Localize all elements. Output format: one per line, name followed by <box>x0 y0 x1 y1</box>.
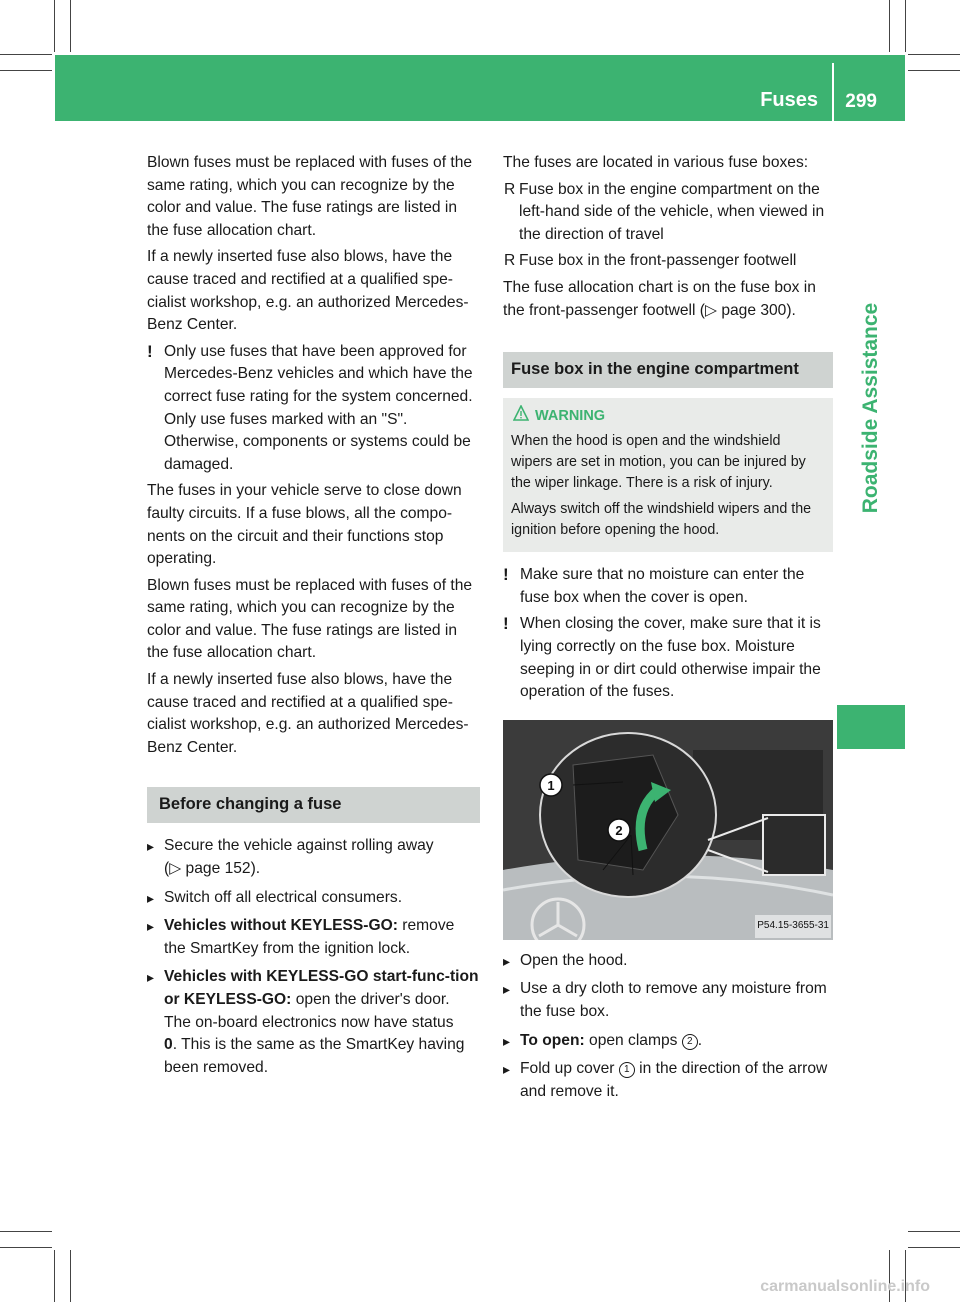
list-item <box>503 250 833 273</box>
instruction-step <box>147 966 480 1079</box>
step-text: Fold up cover <box>520 1060 615 1078</box>
crop-mark <box>54 0 55 52</box>
crop-mark <box>70 0 71 52</box>
step-text: Switch off all electrical consumers. <box>164 888 403 906</box>
instruction-step <box>503 950 833 973</box>
status-value: 0 <box>164 1036 173 1054</box>
step-text: remove the SmartKey from the ignition lock. <box>164 917 455 957</box>
paragraph: The fuses are located in various fuse boxes: <box>503 154 809 171</box>
arrow-bullet-icon: ▸ <box>147 918 155 935</box>
crop-mark <box>0 1247 52 1248</box>
paragraph: Blown fuses must be replaced with fuses of the same rating, which you can recognize by the color and value. The fuse ratings are listed in the fuse allocation chart. <box>147 154 473 239</box>
page-ref-icon: ▷ <box>169 860 182 878</box>
page-reference-link[interactable]: page 152 <box>185 860 251 878</box>
page-number: 299 <box>845 91 877 112</box>
step-condition: To open: <box>520 1031 585 1049</box>
crop-mark <box>889 0 890 52</box>
crop-mark <box>905 0 906 52</box>
callout-ref: 1 <box>619 1062 635 1078</box>
crop-mark <box>54 1250 55 1302</box>
bullet-icon: R <box>504 252 516 270</box>
step-text: Use a dry cloth to remove any moisture from the fuse box. <box>520 980 827 1020</box>
step-text: open the driver's door. <box>295 991 450 1008</box>
warning-text: When the hood is open and the windshield wipers are set in motion, you can be injured by the wiper linkage. There is a risk of injury. <box>511 433 806 492</box>
arrow-bullet-icon: ▸ <box>147 969 155 986</box>
instruction-step <box>503 978 833 1023</box>
step-condition: Vehicles with KEYLESS-GO start-func-tion or KEYLESS-GO: <box>164 968 479 1008</box>
warning-title <box>511 406 825 427</box>
list-item <box>503 179 833 247</box>
exclamation-icon: ! <box>147 341 153 361</box>
crop-mark <box>0 70 52 71</box>
bullet-icon: R <box>504 180 516 198</box>
arrow-bullet-icon: ▸ <box>147 838 155 855</box>
header-divider <box>832 63 834 121</box>
arrow-bullet-icon: ▸ <box>503 952 511 969</box>
instruction-step <box>147 887 480 910</box>
crop-mark <box>70 1250 71 1302</box>
callout-1-label: 1 <box>547 777 555 793</box>
arrow-bullet-icon: ▸ <box>503 1032 511 1049</box>
chapter-title: Fuses <box>760 89 818 111</box>
paragraph: The fuses in your vehicle serve to close down faulty circuits. If a fuse blows, all the compo-nents on the circuit and their functions stop operating. <box>147 482 462 568</box>
exclamation-icon: ! <box>503 614 509 634</box>
page-ref-icon: ▷ <box>704 301 717 319</box>
step-result: . This is the same as the SmartKey having been removed. <box>164 1036 465 1076</box>
crop-mark <box>908 70 960 71</box>
left-column <box>147 152 480 1085</box>
caution-note <box>503 564 833 609</box>
side-tab <box>837 138 905 678</box>
paragraph-text: The fuse allocation chart is on the fuse box in the front-passenger footwell ( <box>503 278 816 319</box>
right-column <box>503 152 833 1109</box>
caution-text: Only use fuses that have been approved for Mercedes-Benz vehicles and which have the correct fuse rating for the system concerned. Only use fuses marked with an "S". Otherwise, components or systems could be damaged. <box>164 342 473 473</box>
page-header <box>55 55 905 121</box>
crop-mark <box>908 54 960 55</box>
paragraph: If a newly inserted fuse also blows, have the cause traced and rectified at a qualified spe-cialist workshop, e.g. an authorized Mercedes-Benz Center. <box>147 671 469 756</box>
section-heading: Before changing a fuse <box>147 787 480 823</box>
instruction-step <box>503 1058 833 1103</box>
step-condition: Vehicles without KEYLESS-GO: <box>164 917 398 935</box>
engine-bay-illustration <box>503 720 833 940</box>
arrow-bullet-icon: ▸ <box>147 889 155 906</box>
image-reference: P54.15-3655-31 <box>755 915 831 938</box>
step-text: Open the hood. <box>520 951 628 969</box>
callout-ref: 2 <box>682 1034 698 1050</box>
exclamation-icon: ! <box>503 565 509 585</box>
caution-note <box>147 341 480 477</box>
instruction-step <box>147 915 480 960</box>
page-reference-link[interactable]: page 300 <box>721 301 787 319</box>
side-tab-marker <box>837 705 905 749</box>
step-result: The on-board electronics now have status <box>164 1013 454 1031</box>
caution-text: When closing the cover, make sure that it is lying correctly on the fuse box. Moisture seeping in or dirt could otherwise impair the operation of the fuses. <box>520 615 821 701</box>
step-text: Secure the vehicle against rolling away <box>164 837 434 855</box>
side-tab-label: Roadside Assistance <box>859 302 882 514</box>
arrow-bullet-icon: ▸ <box>503 1061 511 1078</box>
instruction-step: ▸ To open: open clamps 2 . <box>503 1030 833 1053</box>
warning-text: Always switch off the windshield wipers and the ignition before opening the hood. <box>511 501 812 539</box>
paragraph: Blown fuses must be replaced with fuses of the same rating, which you can recognize by the color and value. The fuse ratings are listed in the fuse allocation chart. <box>147 576 473 662</box>
warning-title-text: WARNING <box>535 408 606 425</box>
instruction-step: ▸ Secure the vehicle against rolling away (▷ page 152). <box>147 837 434 878</box>
caution-note <box>503 613 833 703</box>
step-text: open clamps <box>589 1031 678 1049</box>
arrow-bullet-icon: ▸ <box>503 981 511 998</box>
footer-watermark: carmanualsonline.info <box>760 1278 930 1295</box>
crop-mark <box>0 54 52 55</box>
warning-box <box>503 398 833 552</box>
engine-fuse-box-photo <box>503 720 833 940</box>
caution-text: Make sure that no moisture can enter the fuse box when the cover is open. <box>520 566 805 606</box>
crop-mark <box>0 1231 52 1232</box>
crop-mark <box>908 1231 960 1232</box>
paragraph: If a newly inserted fuse also blows, have the cause traced and rectified at a qualified spe-cialist workshop, e.g. an authorized Mercedes-Benz Center. <box>147 248 469 334</box>
section-heading: Fuse box in the engine compartment <box>503 352 833 388</box>
crop-mark <box>908 1247 960 1248</box>
paragraph <box>503 277 833 322</box>
step-text: in the direction of the arrow and remove it. <box>520 1060 828 1100</box>
warning-triangle-icon <box>513 405 529 428</box>
callout-2-label: 2 <box>615 822 623 838</box>
list-item-text: Fuse box in the engine compartment on the left-hand side of the vehicle, when viewed in the direction of travel <box>519 180 825 243</box>
paragraph-text: ). <box>786 301 796 319</box>
list-item-text: Fuse box in the front-passenger footwell <box>519 252 797 270</box>
